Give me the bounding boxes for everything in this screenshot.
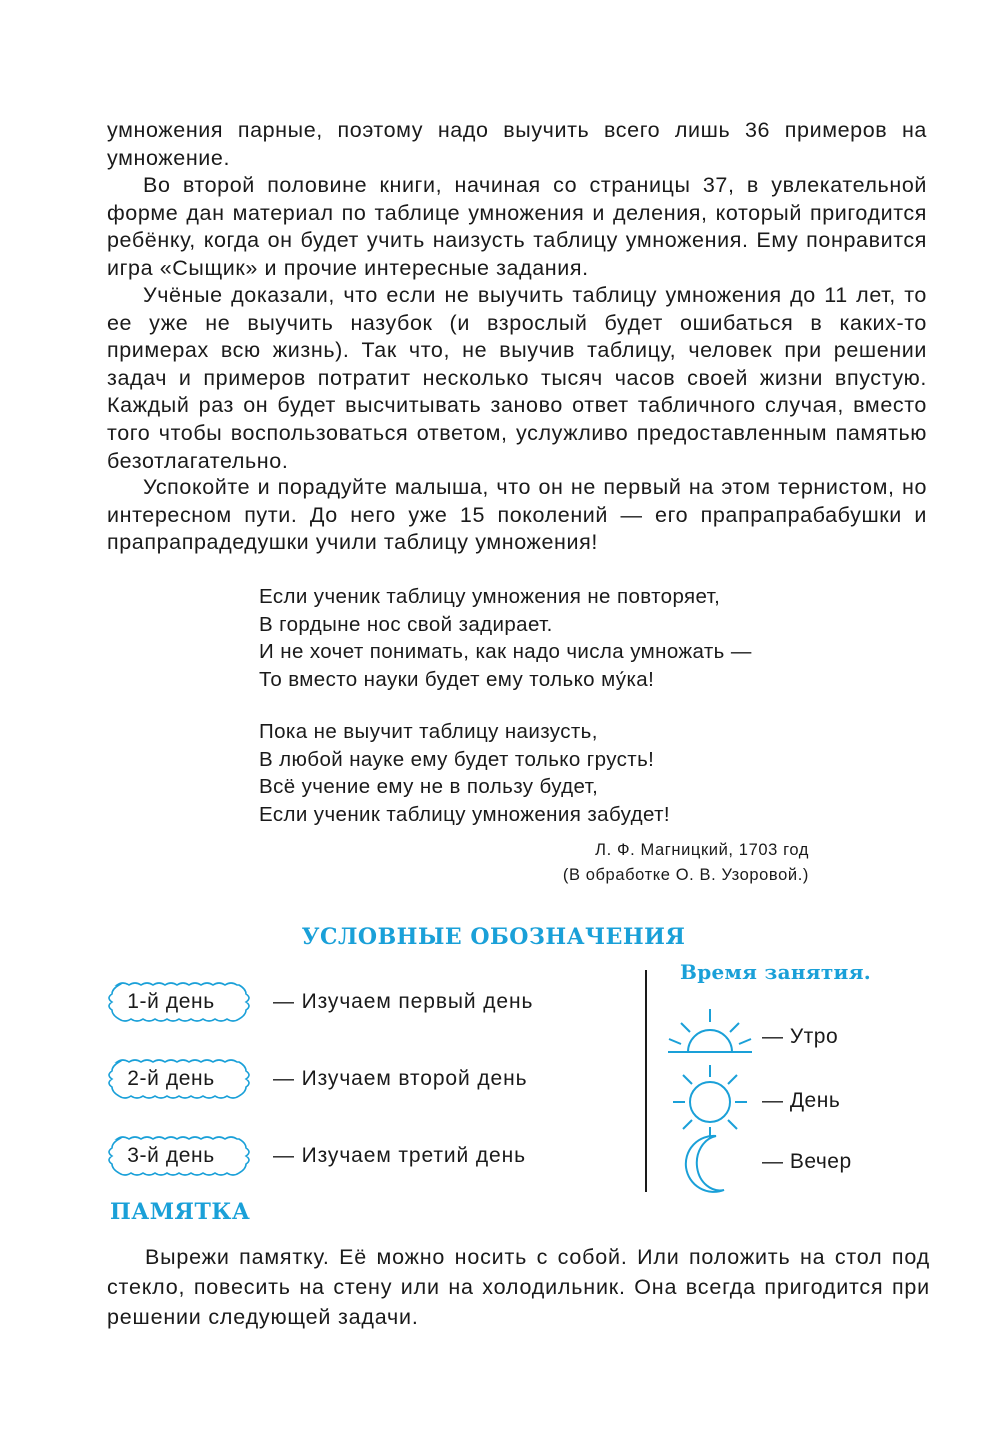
time-label-evening: — Вечер bbox=[762, 1150, 852, 1173]
intro-paragraph-1: умножения парные, поэтому надо выучить всего лишь 36 примеров на умножение. bbox=[107, 118, 927, 170]
legend-day-3 bbox=[103, 1136, 603, 1176]
poem-attribution bbox=[563, 838, 809, 888]
poem-line: В гордыне нос свой задирает. bbox=[259, 612, 553, 636]
sunrise-icon bbox=[666, 1008, 754, 1058]
poem-line: То вместо науки будет ему только му́ка! bbox=[259, 667, 655, 691]
day-description: — Изучаем первый день bbox=[273, 990, 534, 1013]
legend-divider bbox=[645, 970, 647, 1192]
poem-line: В любой науке ему будет только грусть! bbox=[259, 747, 655, 771]
time-title: Время занятия. bbox=[680, 960, 872, 984]
day-badge bbox=[103, 982, 253, 1022]
poem-author: Л. Ф. Магницкий, 1703 год bbox=[595, 841, 809, 859]
day-badge bbox=[103, 1136, 253, 1176]
poem-line: Если ученик таблицу умножения не повторяет, bbox=[259, 585, 721, 608]
time-label-day: — День bbox=[762, 1089, 841, 1112]
memo-text: Вырежи памятку. Её можно носить с собой. Или положить на стол под стекло, повесить на стену или на холодильник. Она всегда пригодится при решении следующей задачи. bbox=[107, 1245, 930, 1329]
time-label-morning: — Утро bbox=[762, 1025, 839, 1048]
memo-title: ПАМЯТКА bbox=[110, 1199, 251, 1225]
legend-day-2 bbox=[103, 1059, 603, 1099]
intro-paragraph-3: Учёные доказали, что если не выучить таблицу умножения до 11 лет, то ее уже не выучить назубок (и взрослый будет ошибаться в каких-то примерах всю жизнь). Так что, не выучив таблицу, человек при решении задач и примеров потратит несколько тысяч часов своей жизни впустую. Каждый раз он будет высчитывать заново ответ табличного случая, вместо того чтобы воспользоваться ответом, услужливо предоставленным памятью безотлагательно. bbox=[107, 283, 927, 473]
poem-line: И не хочет понимать, как надо числа умножать — bbox=[259, 640, 752, 663]
poem-stanza-1 bbox=[259, 583, 819, 693]
intro-paragraph-2: Во второй половине книги, начиная со страницы 37, в увлекательной форме дан материал по таблице умножения и деления, который пригодится ребёнку, когда он будет учить наизусть таблицу умножения. Ему понравится игра «Сыщик» и прочие интересные задания. bbox=[107, 173, 927, 280]
poem-line: Всё учение ему не в пользу будет, bbox=[259, 775, 599, 798]
legend-day-1 bbox=[103, 982, 603, 1022]
poem-adaptation: (В обработке О. В. Узоровой.) bbox=[562, 866, 809, 884]
day-badge-label: 2-й день bbox=[127, 1067, 215, 1090]
poem-line: Если ученик таблицу умножения забудет! bbox=[259, 802, 670, 826]
poem-stanza-2 bbox=[259, 718, 819, 828]
day-badge bbox=[103, 1059, 253, 1099]
intro-paragraph-4: Успокойте и порадуйте малыша, что он не первый на этом тернистом, но интересном пути. До него уже 15 поколений — его прапрапрабабушки и прапрапрадедушки учили таблицу умножения! bbox=[107, 475, 927, 555]
day-description: — Изучаем третий день bbox=[273, 1144, 526, 1167]
day-badge-label: 1-й день bbox=[127, 990, 215, 1013]
sun-icon bbox=[672, 1064, 748, 1140]
day-description: — Изучаем второй день bbox=[273, 1067, 528, 1090]
poem-line: Пока не выучит таблицу наизусть, bbox=[259, 720, 598, 743]
legend-title: УСЛОВНЫЕ ОБОЗНАЧЕНИЯ bbox=[301, 924, 686, 950]
moon-icon bbox=[684, 1134, 730, 1194]
day-badge-label: 3-й день bbox=[127, 1144, 215, 1167]
